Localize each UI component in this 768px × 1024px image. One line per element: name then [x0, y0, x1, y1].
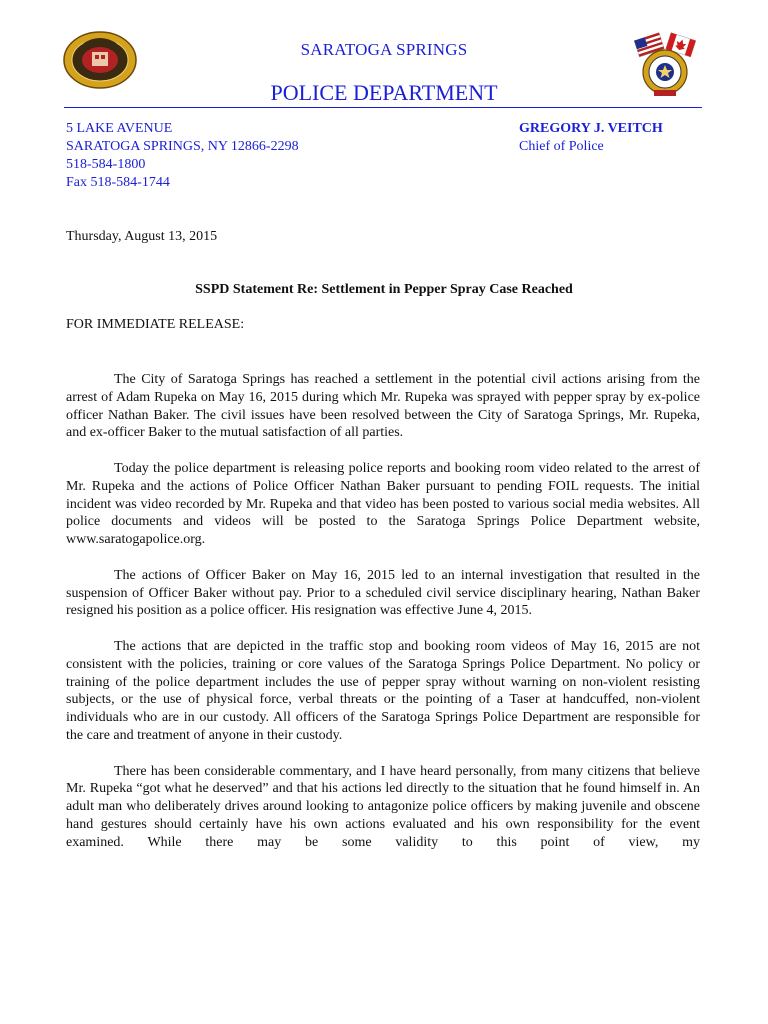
chief-name: GREGORY J. VEITCH	[519, 121, 663, 136]
letter-subject: SSPD Statement Re: Settlement in Pepper Spray Case Reached	[195, 282, 573, 297]
department-address	[66, 120, 299, 192]
chief-title: Chief of Police	[519, 139, 604, 154]
body-paragraph: The actions that are depicted in the traffic stop and booking room videos of May 16, 2015 are not consistent with the policies, training or core values of the Saratoga Springs Police Department. No policy or training of the police department includes the use of pepper spray without warning on non-violent resisting subjects, or the use of physical force, verbal threats or the pointing of a Taser at handcuffed, non-violent individuals who are in our custody. All officers of the Saratoga Springs Police Department are responsible for the care and treatment of anyone in their custody.	[66, 638, 700, 743]
letterhead-city: SARATOGA SPRINGS	[300, 40, 468, 59]
body-paragraph: There has been considerable commentary, and I have heard personally, from many citizens that believe Mr. Rupeka “got what he deserved” and that his actions led directly to the situation that he found himself in. An adult man who deliberately drives around looking to antagonize police officers by making juvenile and obscene hand gestures should certainly have his own actions evaluated and his own responsibility for the event examined. While there may be some validity to this point of view, my	[66, 763, 700, 850]
letterhead-department: POLICE DEPARTMENT	[270, 80, 498, 105]
letter-date: Thursday, August 13, 2015	[66, 229, 218, 244]
body-paragraph: The actions of Officer Baker on May 16, 2015 led to an internal investigation that resulted in the suspension of Officer Baker without pay. Prior to a scheduled civil service disciplinary hearing, Nathan Baker resigned his position as a police officer. His resignation was effective June 4, 2015.	[66, 567, 700, 619]
release-notice: FOR IMMEDIATE RELEASE:	[66, 317, 245, 332]
body-paragraph: Today the police department is releasing police reports and booking room video related to the arrest of Mr. Rupeka and the actions of Police Officer Nathan Baker pursuant to pending FOIL requests. The initial incident was video recorded by Mr. Rupeka and that video has been posted to various social media websites. All police documents and videos will be posted to the Saratoga Springs Police Department website, www.saratogapolice.org.	[66, 460, 700, 548]
address-street: 5 LAKE AVENUE	[66, 121, 173, 136]
letter-body	[66, 371, 700, 869]
address-phone: 518-584-1800	[66, 157, 146, 172]
chief-block	[519, 120, 663, 156]
letterhead-divider	[64, 107, 702, 108]
address-city-state-zip: SARATOGA SPRINGS, NY 12866-2298	[66, 139, 299, 154]
body-paragraph: The City of Saratoga Springs has reached a settlement in the potential civil actions arising from the arrest of Adam Rupeka on May 16, 2015 during which Mr. Rupeka was sprayed with pepper spray by ex-police officer Nathan Baker. The civil issues have been resolved between the City of Saratoga Springs, Mr. Rupeka, and ex-officer Baker to the mutual satisfaction of all parties.	[66, 372, 700, 441]
address-fax: Fax 518-584-1744	[66, 175, 170, 190]
